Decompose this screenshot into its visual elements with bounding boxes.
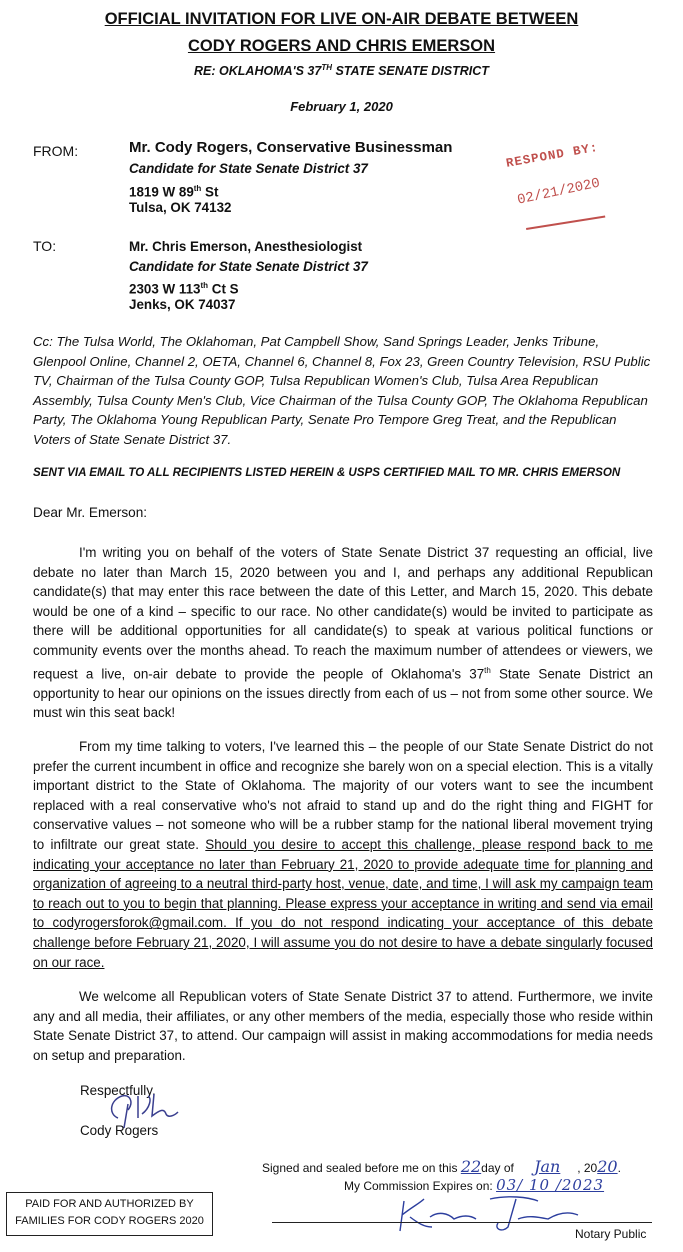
notary-commission-date: 03/ 10 /2023 [496,1176,605,1194]
from-city: Tulsa, OK 74132 [129,200,232,215]
sent-via: SENT VIA EMAIL TO ALL RECIPIENTS LISTED HEREIN & USPS CERTIFIED MAIL TO MR. CHRIS EMERSON [33,466,621,479]
disclaimer-line-1: PAID FOR AND AUTHORIZED BY [25,1198,194,1210]
notary-day-of: day of [481,1161,514,1175]
paid-for-disclaimer [6,1192,213,1236]
to-label: TO: [33,238,57,254]
respond-by-stamp: RESPOND BY: [505,140,600,171]
disclaimer-line-2: FAMILIES FOR CODY ROGERS 2020 [15,1215,204,1227]
notary-commission-line [344,1176,604,1194]
to-role: Candidate for State Senate District 37 [129,259,368,274]
re-prefix: RE: OKLAHOMA'S 37 [194,64,322,79]
to-street-b: Ct S [208,281,239,297]
respond-by-date: 02/21/2020 [516,175,602,209]
paragraph-1 [33,543,653,723]
re-suffix: STATE SENATE DISTRICT [332,64,489,79]
to-city: Jenks, OK 74037 [129,297,236,312]
letter-date: February 1, 2020 [290,99,393,114]
notary-public-label: Notary Public [575,1227,647,1241]
paragraph-1-a: I'm writing you on behalf of the voters of State Senate District 37 requesting an official, live debate no later than March 15, 2020 between you and I, and perhaps any additional Republican candidate(s) that may enter this race between the date of this Letter, and March 15, 2020. This debate would be one of a kind – specific to our race. No other candidate(s) would be invited to participate as there will be additional opportunities for all candidate(s) to speak at various political functions or community events over the months ahead. To reach the maximum number of attendees or viewers, we request a live, on-air debate to provide the people of Oklahoma's 37 [33,545,653,682]
salutation: Dear Mr. Emerson: [33,505,148,520]
from-street-b: St [201,184,219,200]
title-line-2: CODY ROGERS AND CHRIS EMERSON [187,37,496,55]
signer-name: Cody Rogers [80,1123,159,1138]
paragraph-3: We welcome all Republican voters of State Senate District 37 to attend. Furthermore, we invite any and all media, their affiliates, or any other members of the media, especially those who reside within State Senate District 37, to attend. Our campaign will assist in making accommodations for media needs on setup and preparation. [33,989,653,1063]
notary-day: 22 [460,1157,482,1176]
notary-signature-line [272,1222,652,1223]
to-street-sup: th [200,281,209,290]
paragraph-2-underlined: Should you desire to accept this challenge, please respond back to me indicating your acceptance no later than February 21, 2020 to provide adequate time for planning and organization of agreeing to a neutral third-party host, venue, date, and time, I will ask my campaign team to reach out to you to begin that planning. Please express your acceptance in writing and send via email to codyrogersforok@gmail.com. If you do not respond indicating your acceptance of this debate challenge before February 21, 2020, I will assume you do not desire to have a debate singularly focused on our race. [33,836,653,970]
cc-list: Cc: The Tulsa World, The Oklahoman, Pat Campbell Show, Sand Springs Leader, Jenks Tribune, Glenpool Online, Channel 2, OETA, Channel 6, Channel 8, Fox 23, Green Country Television, RSU Public TV, Chairman of the Tulsa County GOP, Tulsa Republican Women's Club, Tulsa Area Republican Assembly, Tulsa County Men's Club, Vice Chairman of the Tulsa County GOP, The Oklahoma Republican Party, The Oklahoma Young Republican Party, Senate Pro Tempore Greg Treat, and the Republican Voters of State Senate District 37. [33,334,651,447]
notary-year-prefix: , 20 [577,1161,598,1175]
from-street-sup: th [193,184,202,193]
notary-month: Jan [534,1157,561,1176]
re-line [0,63,683,78]
paragraph-2-plain: From my time talking to voters, I've learned this – the people of our State Senate District do not prefer the current incumbent in office and recognize she barely won on a special election. This is a vitally important district to the State of Oklahoma. The majority of our voters want to see the incumbent replaced with a real conservative who's not afraid to stand up and do the right thing and FIGHT for conservative values – not someone who will be a rubber stamp for the national liberal movement trying to infiltrate our great state. [33,739,653,852]
from-role: Candidate for State Senate District 37 [129,161,368,176]
notary-signed-line: Signed and sealed before me on this 22day of Jan , 2020. [262,1157,621,1176]
stamp-underline [526,215,605,229]
to-name: Mr. Chris Emerson, Anesthesiologist [129,239,363,254]
respectfully: Respectfully, [80,1083,156,1098]
notary-signed-prefix: Signed and sealed before me on this [262,1161,458,1175]
paragraph-1-sup: th [484,665,491,675]
notary-signature [398,1193,588,1233]
notary-commission-label: My Commission Expires on: [344,1179,493,1193]
notary-year-suffix: 20 [597,1157,618,1176]
paragraph-1-b: State Senate District an opportunity to hear our opinions on the issues directly from each of us – not from some other source. We must win this seat back! [33,666,653,721]
from-name: Mr. Cody Rogers, Conservative Businessman [129,139,453,156]
re-sup: TH [321,63,332,72]
from-street-a: 1819 W 89 [129,184,194,200]
title-line-1: OFFICIAL INVITATION FOR LIVE ON-AIR DEBATE BETWEEN [104,10,579,28]
paragraph-2 [33,737,653,972]
to-street-a: 2303 W 113 [129,281,201,297]
from-label: FROM: [33,143,79,159]
